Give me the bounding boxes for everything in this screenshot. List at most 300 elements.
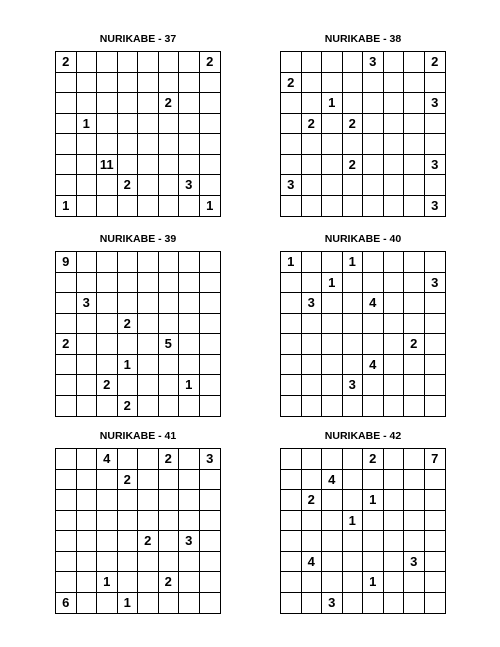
grid-cell[interactable]	[425, 114, 446, 135]
grid-cell[interactable]	[77, 552, 98, 573]
grid-cell[interactable]	[159, 511, 180, 532]
grid-cell[interactable]	[384, 252, 405, 273]
grid-cell[interactable]	[302, 511, 323, 532]
grid-cell[interactable]	[302, 375, 323, 396]
grid-cell[interactable]	[179, 552, 200, 573]
grid-cell[interactable]	[77, 511, 98, 532]
clue-cell[interactable]: 2	[159, 449, 180, 470]
grid-cell[interactable]	[281, 134, 302, 155]
grid-cell[interactable]	[322, 175, 343, 196]
grid-cell[interactable]	[404, 593, 425, 614]
grid-cell[interactable]	[97, 73, 118, 94]
grid-cell[interactable]	[404, 572, 425, 593]
grid-cell[interactable]	[56, 134, 77, 155]
grid-cell[interactable]	[425, 73, 446, 94]
grid-cell[interactable]	[97, 511, 118, 532]
grid-cell[interactable]	[384, 93, 405, 114]
grid-cell[interactable]	[384, 531, 405, 552]
grid-cell[interactable]	[343, 93, 364, 114]
grid-cell[interactable]	[384, 73, 405, 94]
clue-cell[interactable]: 3	[179, 175, 200, 196]
clue-cell[interactable]: 2	[343, 114, 364, 135]
grid-cell[interactable]	[138, 334, 159, 355]
grid-cell[interactable]	[200, 175, 221, 196]
grid-cell[interactable]	[159, 490, 180, 511]
grid-cell[interactable]	[281, 293, 302, 314]
grid-cell[interactable]	[322, 511, 343, 532]
clue-cell[interactable]: 1	[179, 375, 200, 396]
grid-cell[interactable]	[118, 273, 139, 294]
grid-cell[interactable]	[281, 552, 302, 573]
grid-cell[interactable]	[425, 314, 446, 335]
grid-cell[interactable]	[322, 252, 343, 273]
clue-cell[interactable]: 2	[200, 52, 221, 73]
clue-cell[interactable]: 3	[302, 293, 323, 314]
clue-cell[interactable]: 1	[206, 198, 214, 214]
grid-cell[interactable]	[404, 252, 425, 273]
grid-cell[interactable]	[302, 175, 323, 196]
grid-cell[interactable]	[97, 531, 118, 552]
clue-cell[interactable]: 9	[56, 252, 77, 273]
grid-cell[interactable]	[56, 572, 77, 593]
grid-cell[interactable]	[322, 396, 343, 417]
grid-cell[interactable]	[302, 470, 323, 491]
grid-cell[interactable]	[384, 52, 405, 73]
grid-cell[interactable]	[179, 572, 200, 593]
grid-cell[interactable]	[322, 572, 343, 593]
grid-cell[interactable]	[97, 114, 118, 135]
grid-cell[interactable]	[97, 196, 118, 217]
clue-cell[interactable]: 3	[404, 552, 425, 573]
grid-cell[interactable]	[343, 334, 364, 355]
grid-cell[interactable]	[179, 355, 200, 376]
grid-cell[interactable]	[322, 196, 343, 217]
grid-cell[interactable]	[302, 252, 323, 273]
grid-cell[interactable]	[56, 155, 77, 176]
grid-cell[interactable]	[200, 593, 221, 614]
grid-cell[interactable]	[138, 155, 159, 176]
clue-cell[interactable]: 6	[56, 593, 77, 614]
grid-cell[interactable]	[118, 252, 139, 273]
grid-cell[interactable]	[200, 490, 221, 511]
grid-cell[interactable]	[159, 396, 180, 417]
grid-cell[interactable]	[363, 531, 384, 552]
grid-cell[interactable]	[118, 155, 139, 176]
grid-cell[interactable]	[425, 511, 446, 532]
grid-cell[interactable]	[343, 593, 364, 614]
grid-cell[interactable]	[281, 155, 302, 176]
grid-cell[interactable]	[118, 334, 139, 355]
grid-cell[interactable]	[138, 396, 159, 417]
grid-cell[interactable]	[179, 155, 200, 176]
grid-cell[interactable]	[56, 114, 77, 135]
grid-cell[interactable]	[97, 552, 118, 573]
grid-cell[interactable]	[159, 355, 180, 376]
grid-cell[interactable]	[200, 293, 221, 314]
grid-cell[interactable]	[159, 134, 180, 155]
grid-cell[interactable]	[384, 511, 405, 532]
grid-cell[interactable]	[363, 196, 384, 217]
grid-cell[interactable]	[343, 396, 364, 417]
clue-cell[interactable]: 3	[425, 155, 446, 176]
grid-cell[interactable]	[200, 155, 221, 176]
grid-cell[interactable]	[200, 114, 221, 135]
clue-cell[interactable]: 2	[159, 93, 180, 114]
grid-cell[interactable]	[118, 375, 139, 396]
grid-cell[interactable]	[56, 531, 77, 552]
grid-cell[interactable]	[200, 273, 221, 294]
grid-cell[interactable]	[425, 490, 446, 511]
grid-cell[interactable]	[97, 396, 118, 417]
grid-cell[interactable]	[56, 73, 77, 94]
grid-cell[interactable]	[404, 155, 425, 176]
clue-cell[interactable]: 4	[302, 552, 323, 573]
grid-cell[interactable]	[343, 134, 364, 155]
grid-cell[interactable]	[404, 470, 425, 491]
grid-cell[interactable]	[404, 531, 425, 552]
grid-cell[interactable]	[404, 314, 425, 335]
grid-cell[interactable]	[384, 396, 405, 417]
grid-cell[interactable]	[97, 593, 118, 614]
grid-cell[interactable]	[77, 252, 98, 273]
grid-cell[interactable]	[425, 375, 446, 396]
grid-cell[interactable]	[159, 114, 180, 135]
grid-cell[interactable]	[118, 293, 139, 314]
grid-cell[interactable]	[343, 531, 364, 552]
grid-cell[interactable]	[281, 511, 302, 532]
clue-cell[interactable]: 1	[363, 572, 384, 593]
grid-cell[interactable]	[322, 314, 343, 335]
grid-cell[interactable]	[138, 273, 159, 294]
grid-cell[interactable]	[343, 572, 364, 593]
clue-cell[interactable]: 2	[97, 375, 118, 396]
grid-cell[interactable]	[384, 293, 405, 314]
grid-cell[interactable]	[384, 175, 405, 196]
grid-cell[interactable]	[404, 196, 425, 217]
grid-cell[interactable]	[322, 73, 343, 94]
grid-cell[interactable]	[363, 552, 384, 573]
grid-cell[interactable]	[118, 572, 139, 593]
grid-cell[interactable]	[56, 470, 77, 491]
grid-cell[interactable]	[404, 273, 425, 294]
grid-cell[interactable]	[200, 134, 221, 155]
grid-cell[interactable]	[404, 355, 425, 376]
grid-cell[interactable]	[138, 293, 159, 314]
grid-cell[interactable]	[384, 375, 405, 396]
grid-cell[interactable]	[302, 196, 323, 217]
grid-cell[interactable]	[200, 334, 221, 355]
grid-cell[interactable]	[179, 511, 200, 532]
grid-cell[interactable]	[77, 375, 98, 396]
grid-cell[interactable]	[322, 355, 343, 376]
grid-cell[interactable]	[77, 449, 98, 470]
grid-cell[interactable]	[302, 593, 323, 614]
grid-cell[interactable]	[179, 593, 200, 614]
grid-cell[interactable]	[281, 355, 302, 376]
grid-cell[interactable]	[384, 196, 405, 217]
grid-cell[interactable]	[118, 552, 139, 573]
grid-cell[interactable]	[322, 552, 343, 573]
grid-cell[interactable]	[302, 531, 323, 552]
grid-cell[interactable]	[200, 375, 221, 396]
grid-cell[interactable]	[363, 396, 384, 417]
grid-cell[interactable]	[302, 314, 323, 335]
grid-cell[interactable]	[363, 273, 384, 294]
clue-cell[interactable]: 2	[118, 175, 139, 196]
grid-cell[interactable]	[56, 396, 77, 417]
clue-cell[interactable]: 4	[97, 449, 118, 470]
grid-cell[interactable]	[77, 73, 98, 94]
grid-cell[interactable]	[322, 52, 343, 73]
grid-cell[interactable]	[281, 449, 302, 470]
grid-cell[interactable]	[281, 470, 302, 491]
grid-cell[interactable]	[281, 531, 302, 552]
grid-cell[interactable]	[97, 252, 118, 273]
clue-cell[interactable]: 1	[97, 572, 118, 593]
clue-cell[interactable]: 1	[56, 196, 77, 217]
clue-cell[interactable]: 1	[322, 93, 343, 114]
clue-cell[interactable]: 2	[363, 449, 384, 470]
grid-cell[interactable]	[302, 93, 323, 114]
grid-cell[interactable]	[322, 155, 343, 176]
grid-cell[interactable]	[77, 334, 98, 355]
grid-cell[interactable]	[138, 175, 159, 196]
grid-cell[interactable]	[138, 355, 159, 376]
grid-cell[interactable]	[200, 252, 221, 273]
grid-cell[interactable]	[97, 93, 118, 114]
grid-cell[interactable]	[425, 252, 446, 273]
clue-cell[interactable]: 4	[363, 355, 384, 376]
grid-cell[interactable]	[404, 449, 425, 470]
grid-cell[interactable]	[281, 396, 302, 417]
grid-cell[interactable]	[159, 196, 180, 217]
grid-cell[interactable]	[97, 52, 118, 73]
grid-cell[interactable]	[384, 355, 405, 376]
grid-cell[interactable]	[179, 470, 200, 491]
grid-cell[interactable]	[138, 114, 159, 135]
grid-cell[interactable]	[343, 175, 364, 196]
grid-cell[interactable]	[56, 552, 77, 573]
clue-cell[interactable]: 2	[159, 572, 180, 593]
grid-cell[interactable]	[118, 73, 139, 94]
grid-cell[interactable]	[343, 293, 364, 314]
grid-cell[interactable]	[363, 93, 384, 114]
grid-cell[interactable]	[302, 449, 323, 470]
grid-cell[interactable]	[159, 252, 180, 273]
grid-cell[interactable]	[343, 490, 364, 511]
grid-cell[interactable]	[363, 593, 384, 614]
grid-cell[interactable]	[56, 93, 77, 114]
grid-cell[interactable]	[363, 175, 384, 196]
grid-cell[interactable]	[138, 314, 159, 335]
grid-cell[interactable]	[384, 490, 405, 511]
grid-cell[interactable]	[343, 552, 364, 573]
grid-cell[interactable]	[425, 134, 446, 155]
grid-cell[interactable]	[77, 155, 98, 176]
grid-cell[interactable]	[302, 355, 323, 376]
grid-cell[interactable]	[322, 531, 343, 552]
grid-cell[interactable]	[179, 293, 200, 314]
grid-cell[interactable]	[159, 375, 180, 396]
grid-cell[interactable]	[384, 273, 405, 294]
grid-cell[interactable]	[302, 273, 323, 294]
grid-cell[interactable]	[425, 531, 446, 552]
grid-cell[interactable]	[159, 531, 180, 552]
grid-cell[interactable]	[363, 470, 384, 491]
grid-cell[interactable]	[322, 375, 343, 396]
grid-cell[interactable]	[77, 93, 98, 114]
grid-cell[interactable]	[77, 396, 98, 417]
grid-cell[interactable]	[138, 511, 159, 532]
grid-cell[interactable]	[179, 449, 200, 470]
grid-cell[interactable]	[138, 252, 159, 273]
grid-cell[interactable]	[302, 134, 323, 155]
clue-cell[interactable]: 3	[425, 93, 446, 114]
clue-cell[interactable]: 11	[97, 155, 118, 176]
grid-cell[interactable]	[77, 490, 98, 511]
grid-cell[interactable]	[281, 490, 302, 511]
grid-cell[interactable]	[404, 93, 425, 114]
grid-cell[interactable]	[118, 114, 139, 135]
grid-cell[interactable]	[200, 355, 221, 376]
grid-cell[interactable]	[97, 355, 118, 376]
grid-cell[interactable]	[179, 490, 200, 511]
grid-cell[interactable]	[363, 114, 384, 135]
grid-cell[interactable]	[425, 334, 446, 355]
grid-cell[interactable]	[404, 396, 425, 417]
grid-cell[interactable]	[343, 52, 364, 73]
grid-cell[interactable]	[56, 355, 77, 376]
grid-cell[interactable]	[343, 273, 364, 294]
clue-cell[interactable]: 2	[138, 531, 159, 552]
grid-cell[interactable]	[159, 52, 180, 73]
grid-cell[interactable]	[404, 73, 425, 94]
grid-cell[interactable]	[384, 470, 405, 491]
grid-cell[interactable]	[200, 511, 221, 532]
grid-cell[interactable]	[118, 196, 139, 217]
grid-cell[interactable]	[138, 593, 159, 614]
grid-cell[interactable]	[77, 134, 98, 155]
grid-cell[interactable]	[200, 396, 221, 417]
clue-cell[interactable]: 1	[118, 593, 139, 614]
grid-cell[interactable]	[384, 314, 405, 335]
grid-cell[interactable]	[56, 273, 77, 294]
grid-cell[interactable]	[363, 134, 384, 155]
grid-cell[interactable]	[159, 293, 180, 314]
grid-cell[interactable]	[384, 155, 405, 176]
grid-cell[interactable]	[281, 114, 302, 135]
clue-cell[interactable]: 3	[179, 531, 200, 552]
clue-cell[interactable]: 3	[77, 293, 98, 314]
grid-cell[interactable]	[384, 593, 405, 614]
grid-cell[interactable]	[77, 531, 98, 552]
grid-cell[interactable]	[97, 175, 118, 196]
grid-cell[interactable]	[159, 73, 180, 94]
grid-cell[interactable]	[97, 134, 118, 155]
grid-cell[interactable]	[138, 196, 159, 217]
clue-cell[interactable]: 3	[322, 593, 343, 614]
grid-cell[interactable]	[56, 293, 77, 314]
clue-cell[interactable]: 2	[302, 114, 323, 135]
grid-cell[interactable]	[322, 449, 343, 470]
clue-cell[interactable]: 1	[363, 490, 384, 511]
clue-cell[interactable]: 1	[343, 511, 364, 532]
grid-cell[interactable]	[179, 114, 200, 135]
grid-cell[interactable]	[281, 572, 302, 593]
grid-cell[interactable]	[322, 293, 343, 314]
grid-cell[interactable]	[363, 155, 384, 176]
grid-cell[interactable]	[281, 375, 302, 396]
grid-cell[interactable]	[343, 314, 364, 335]
clue-cell[interactable]: 2	[56, 52, 77, 73]
grid-cell[interactable]	[363, 252, 384, 273]
grid-cell[interactable]	[425, 355, 446, 376]
clue-cell[interactable]: 1	[322, 273, 343, 294]
grid-cell[interactable]	[404, 375, 425, 396]
grid-cell[interactable]	[179, 73, 200, 94]
grid-cell[interactable]	[384, 449, 405, 470]
grid-cell[interactable]	[179, 134, 200, 155]
grid-cell[interactable]	[404, 52, 425, 73]
clue-cell[interactable]: 2	[404, 334, 425, 355]
grid-cell[interactable]	[138, 134, 159, 155]
grid-cell[interactable]	[281, 52, 302, 73]
grid-cell[interactable]	[322, 490, 343, 511]
grid-cell[interactable]	[404, 175, 425, 196]
grid-cell[interactable]	[200, 470, 221, 491]
grid-cell[interactable]	[118, 511, 139, 532]
grid-cell[interactable]	[404, 114, 425, 135]
grid-cell[interactable]	[138, 470, 159, 491]
grid-cell[interactable]	[159, 273, 180, 294]
clue-cell[interactable]: 1	[343, 252, 364, 273]
grid-cell[interactable]	[77, 470, 98, 491]
grid-cell[interactable]	[159, 155, 180, 176]
grid-cell[interactable]	[56, 375, 77, 396]
grid-cell[interactable]	[200, 552, 221, 573]
clue-cell[interactable]: 2	[281, 73, 302, 94]
clue-cell[interactable]: 2	[302, 490, 323, 511]
grid-cell[interactable]	[363, 334, 384, 355]
grid-cell[interactable]	[138, 552, 159, 573]
grid-cell[interactable]	[118, 449, 139, 470]
grid-cell[interactable]	[425, 470, 446, 491]
grid-cell[interactable]	[404, 134, 425, 155]
clue-cell[interactable]: 3	[425, 273, 446, 294]
grid-cell[interactable]	[281, 334, 302, 355]
grid-cell[interactable]	[159, 593, 180, 614]
clue-cell[interactable]: 2	[425, 52, 446, 73]
grid-cell[interactable]	[118, 134, 139, 155]
grid-cell[interactable]	[179, 252, 200, 273]
grid-cell[interactable]	[322, 114, 343, 135]
grid-cell[interactable]	[179, 396, 200, 417]
grid-cell[interactable]	[138, 572, 159, 593]
grid-cell[interactable]	[384, 552, 405, 573]
grid-cell[interactable]	[77, 175, 98, 196]
grid-cell[interactable]	[200, 314, 221, 335]
grid-cell[interactable]	[118, 490, 139, 511]
clue-cell[interactable]: 3	[343, 375, 364, 396]
grid-cell[interactable]	[302, 73, 323, 94]
grid-cell[interactable]	[159, 552, 180, 573]
grid-cell[interactable]	[281, 314, 302, 335]
clue-cell[interactable]: 3	[431, 198, 439, 214]
clue-cell[interactable]: 3	[200, 449, 221, 470]
grid-cell[interactable]	[179, 273, 200, 294]
grid-cell[interactable]	[384, 134, 405, 155]
grid-cell[interactable]	[302, 572, 323, 593]
